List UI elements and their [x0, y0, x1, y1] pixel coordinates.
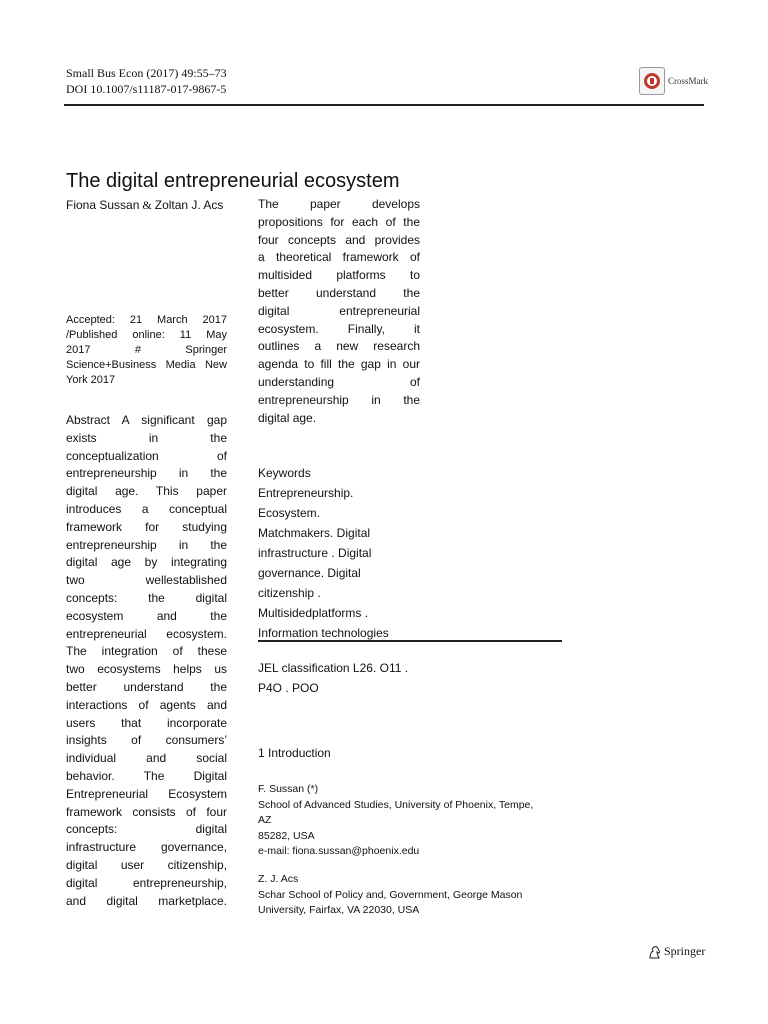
crossmark-badge[interactable] [639, 67, 708, 95]
abstract-line: framework consists of four [66, 804, 227, 819]
header-rule [64, 104, 704, 106]
abstract-right [258, 196, 420, 427]
abstract-line: concepts: the digital [66, 590, 227, 605]
abstract-line: entrepreneurship in the [66, 537, 227, 552]
abstract-line: digital entrepreneurial [258, 303, 420, 318]
publisher-logo [648, 944, 705, 959]
springer-horse-icon [648, 945, 661, 959]
abstract-line: Entrepreneurial Ecosystem [66, 786, 227, 801]
affiliation-line: Schar School of Policy and, Government, George Mason [258, 888, 523, 901]
keyword-line: infrastructure . Digital [258, 546, 372, 560]
abstract-line: individual and social [66, 751, 227, 766]
abstract-line: digital entrepreneurship, [66, 875, 227, 890]
abstract-left [66, 412, 227, 910]
affiliation-line: University, Fairfax, VA 22030, USA [258, 904, 420, 916]
affiliation-line: Z. J. Acs [258, 873, 299, 885]
affiliation-sussan [258, 782, 563, 860]
date-line: Accepted: 21 March 2017 [66, 314, 227, 326]
affiliation-line: 85282, USA [258, 829, 315, 842]
publisher-name: Springer [664, 944, 706, 958]
abstract-line: concepts: digital [66, 822, 227, 837]
abstract-line: insights of consumers’ [66, 733, 227, 748]
date-line: Science+Business Media New [66, 359, 227, 371]
abstract-line: The paper develops [258, 197, 420, 211]
abstract-line: introduces a conceptual [66, 501, 227, 516]
keyword-line: Information technologies [258, 626, 389, 640]
abstract-line: two wellestablished [66, 573, 227, 588]
journal-citation: Small Bus Econ (2017) 49:55–73 [66, 66, 227, 80]
abstract-line: exists in the [66, 430, 227, 445]
crossmark-icon [639, 67, 665, 95]
jel-line: P4O . POO [258, 681, 319, 695]
abstract-line: interactions of agents and [66, 697, 227, 712]
abstract-line: a theoretical framework of [258, 250, 420, 265]
keyword-line: citizenship . [258, 586, 321, 600]
date-line: /Published online: 11 May [66, 329, 227, 341]
abstract-line: ecosystem. Finally, it [258, 321, 420, 336]
abstract-line: multisided platforms to [258, 268, 420, 283]
jel-classification [258, 658, 420, 698]
section-heading-introduction: 1 Introduction [258, 746, 331, 760]
abstract-line: propositions for each of the [258, 214, 420, 229]
abstract-line: outlines a new research [258, 339, 420, 354]
abstract-line: digital age by integrating [66, 555, 227, 570]
abstract-line: infrastructure governance, [66, 840, 227, 855]
keyword-line: Ecosystem. [258, 506, 321, 520]
keywords-heading: Keywords [258, 466, 311, 480]
email-link[interactable]: e-mail: fiona.sussan@phoenix.edu [258, 845, 420, 857]
affiliation-line: F. Sussan (*) [258, 783, 319, 795]
publication-dates [66, 313, 227, 388]
keywords [258, 463, 420, 643]
abstract-line: better understand the [66, 679, 227, 694]
abstract-line: behavior. The Digital [66, 768, 227, 783]
abstract-line: understanding of [258, 374, 420, 389]
affiliation-line: AZ [258, 814, 272, 826]
author-line [66, 198, 223, 213]
abstract-line: conceptualization of [66, 448, 227, 463]
abstract-line: framework for studying [66, 519, 227, 534]
abstract-line: users that incorporate [66, 715, 227, 730]
doi[interactable]: DOI 10.1007/s11187-017-9867-5 [66, 82, 227, 96]
affiliation-acs [258, 872, 563, 919]
keyword-line: governance. Digital [258, 566, 361, 580]
keyword-line: Matchmakers. Digital [258, 526, 371, 540]
keyword-line: Entrepreneurship. [258, 486, 354, 500]
abstract-line: entrepreneurial ecosystem. [66, 626, 227, 641]
keywords-rule [258, 640, 562, 642]
abstract-line: Abstract A significant gap [66, 413, 227, 427]
date-line: 2017 # Springer [66, 344, 227, 356]
abstract-line: agenda to fill the gap in our [258, 357, 420, 372]
abstract-line: two ecosystems helps us [66, 662, 227, 677]
keyword-line: Multisidedplatforms . [258, 606, 369, 620]
affiliation-line: School of Advanced Studies, University of Phoenix, Tempe, [258, 798, 534, 811]
crossmark-label: CrossMark [668, 76, 708, 86]
abstract-line: digital user citizenship, [66, 857, 227, 872]
abstract-line: The integration of these [66, 644, 227, 659]
article-title: The digital entrepreneurial ecosystem [66, 170, 400, 192]
abstract-line: and digital marketplace. [66, 893, 227, 908]
abstract-line: digital age. This paper [66, 484, 227, 499]
author-name: Zoltan J. Acs [154, 198, 224, 212]
date-line: York 2017 [66, 374, 116, 386]
abstract-line: digital age. [258, 410, 317, 425]
abstract-line: better understand the [258, 285, 420, 300]
author-name: Fiona Sussan [66, 198, 140, 212]
abstract-line: entrepreneurship in the [258, 392, 420, 407]
author-separator: & [139, 198, 155, 212]
abstract-line: four concepts and provides [258, 232, 420, 247]
abstract-line: ecosystem and the [66, 608, 227, 623]
jel-line: JEL classification L26. O11 . [258, 661, 409, 675]
abstract-line: entrepreneurship in the [66, 466, 227, 481]
